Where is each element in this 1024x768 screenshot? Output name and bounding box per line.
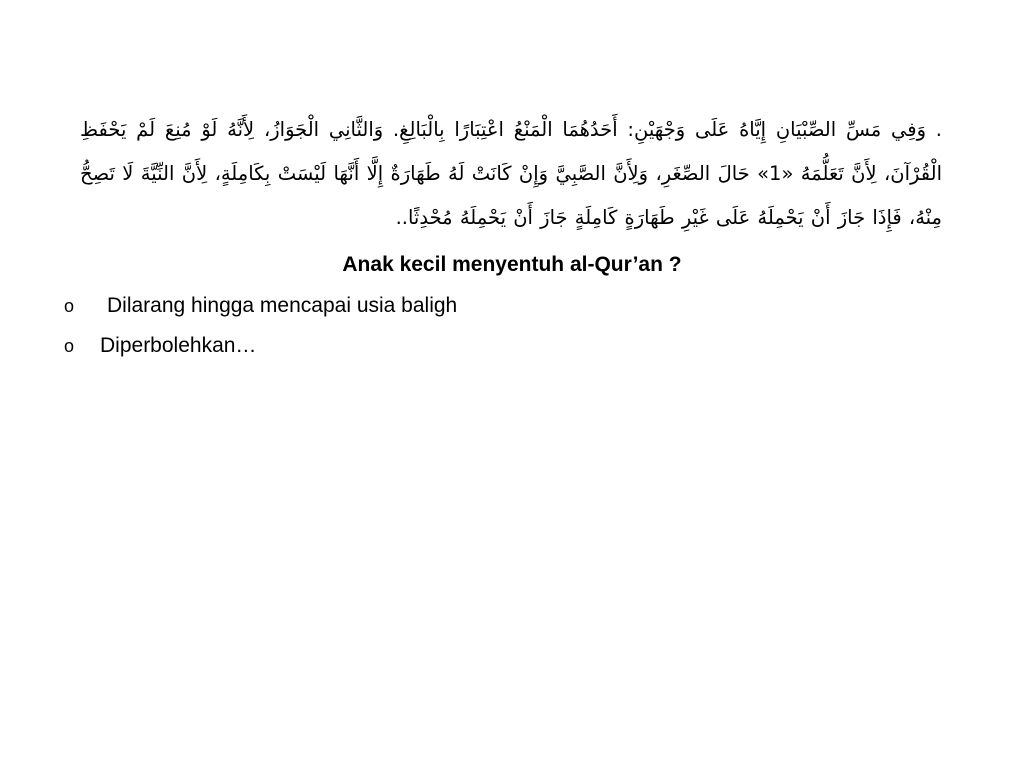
bullet-text: Dilarang hingga mencapai usia baligh (107, 294, 458, 317)
circle-bullet-icon: o (64, 296, 75, 316)
slide-title: Anak kecil menyentuh al-Qur’an ? (342, 253, 682, 276)
circle-bullet-icon: o (64, 336, 75, 356)
bullet-list (64, 290, 964, 370)
bullet-text: Diperbolehkan… (100, 334, 257, 357)
list-item (64, 330, 964, 370)
arabic-quote-text: . وَفِي مَسِّ الصِّبْيَانِ إِيَّاهُ عَلَى وَجْهَيْنِ: أَحَدُهُمَا الْمَنْعُ اعْتِبَارًا بِالْبَالِغِ. وَالثَّانِي الْجَوَازُ، لِأَنَّهُ لَوْ مُنِعَ لَمْ يَحْفَظِ الْقُرْآنَ، لِأَنَّ تَعَلُّمَهُ «1» حَالَ الصِّغَرِ، وَلِأَنَّ الصَّبِيَّ وَإِنْ كَانَتْ لَهُ طَهَارَةٌ إِلَّا أَنَّهَا لَيْسَتْ بِكَامِلَةٍ، لِأَنَّ النِّيَّةَ لَا تَصِحُّ مِنْهُ، فَإِذَا جَازَ أَنْ يَحْمِلَهُ عَلَى غَيْرِ طَهَارَةٍ كَامِلَةٍ جَازَ أَنْ يَحْمِلَهُ مُحْدِثًا.. (80, 118, 942, 229)
list-item (64, 290, 964, 330)
